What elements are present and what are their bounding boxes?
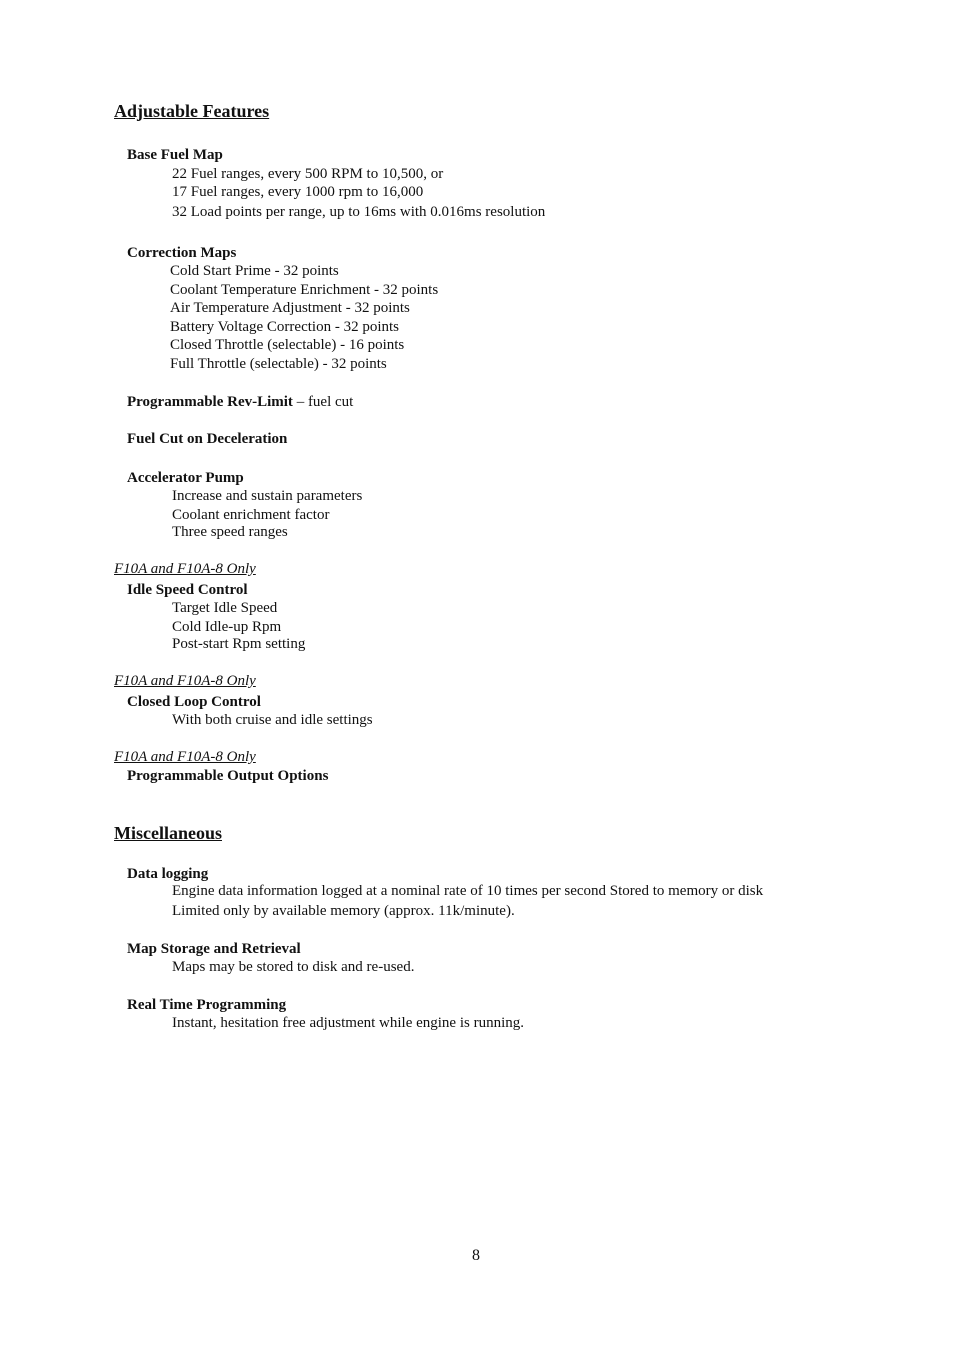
idle-speed-line: Target Idle Speed — [172, 600, 278, 616]
base-fuel-map-line: 17 Fuel ranges, every 1000 rpm to 16,000 — [172, 184, 424, 200]
map-storage-title: Map Storage and Retrieval — [127, 941, 301, 957]
real-time-programming-line: Instant, hesitation free adjustment while engine is running. — [172, 1015, 525, 1031]
accelerator-pump-line: Coolant enrichment factor — [172, 507, 330, 523]
section-heading-adjustable-features: Adjustable Features — [114, 101, 270, 121]
section-heading-miscellaneous: Miscellaneous — [114, 823, 222, 843]
correction-maps-line: Closed Throttle (selectable) - 16 points — [170, 337, 405, 353]
closed-loop-control-title: Closed Loop Control — [127, 694, 261, 710]
page-number: 8 — [472, 1247, 480, 1264]
correction-maps-title: Correction Maps — [127, 245, 237, 261]
model-note: F10A and F10A-8 Only — [114, 673, 256, 689]
correction-maps-line: Full Throttle (selectable) - 32 points — [170, 356, 387, 372]
idle-speed-control-title: Idle Speed Control — [127, 582, 248, 598]
data-logging-title: Data logging — [127, 866, 209, 882]
accelerator-pump-line: Increase and sustain parameters — [172, 488, 363, 504]
rev-limit-suffix: – fuel cut — [292, 394, 354, 410]
idle-speed-line: Cold Idle-up Rpm — [172, 619, 282, 635]
accelerator-pump-title: Accelerator Pump — [127, 470, 244, 486]
fuel-cut-title: Fuel Cut on Deceleration — [127, 431, 288, 447]
data-logging-line: Limited only by available memory (approx. 11k/minute). — [172, 903, 515, 919]
data-logging-line: Engine data information logged at a nominal rate of 10 times per second Stored to memory or disk — [172, 883, 764, 899]
rev-limit-title: Programmable Rev-Limit — [127, 394, 293, 410]
correction-maps-line: Coolant Temperature Enrichment - 32 points — [170, 282, 439, 298]
base-fuel-map-line: 22 Fuel ranges, every 500 RPM to 10,500, or — [172, 166, 444, 182]
output-options-title: Programmable Output Options — [127, 768, 329, 784]
idle-speed-line: Post-start Rpm setting — [172, 636, 306, 652]
real-time-programming-title: Real Time Programming — [127, 997, 287, 1013]
correction-maps-line: Battery Voltage Correction - 32 points — [170, 319, 399, 335]
rev-limit-row — [127, 394, 353, 411]
model-note: F10A and F10A-8 Only — [114, 561, 256, 577]
closed-loop-line: With both cruise and idle settings — [172, 712, 373, 728]
base-fuel-map-line: 32 Load points per range, up to 16ms with 0.016ms resolution — [172, 204, 546, 220]
correction-maps-line: Air Temperature Adjustment - 32 points — [170, 300, 410, 316]
correction-maps-line: Cold Start Prime - 32 points — [170, 263, 339, 279]
accelerator-pump-line: Three speed ranges — [172, 524, 288, 540]
base-fuel-map-title: Base Fuel Map — [127, 147, 223, 163]
model-note: F10A and F10A-8 Only — [114, 749, 256, 765]
map-storage-line: Maps may be stored to disk and re-used. — [172, 959, 415, 975]
